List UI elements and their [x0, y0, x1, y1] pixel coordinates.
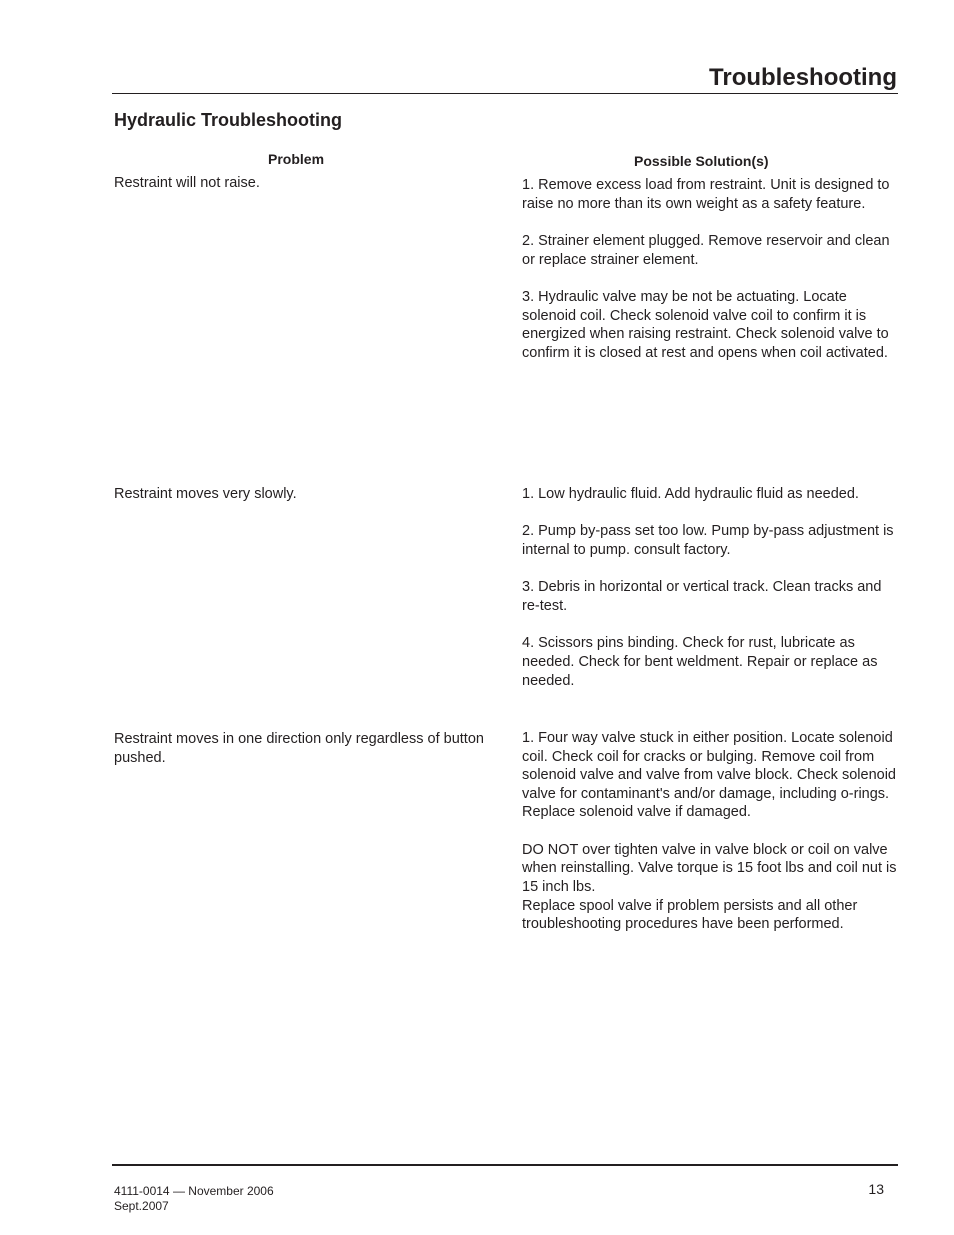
solution-item: 3. Hydraulic valve may be not be actuating. Locate solenoid coil. Check solenoid valve coil to confirm it is energized when raising restraint. Check solenoid valve to confirm it is closed at rest and opens when coil activated.	[522, 288, 889, 361]
solution-list	[522, 485, 900, 690]
footer-rule	[112, 1164, 898, 1166]
solution-item: 4. Scissors pins binding. Check for rust, lubricate as needed. Check for bent weldment. Repair or replace as needed.	[522, 635, 878, 689]
doc-number: 4111-0014 — November 2006	[114, 1184, 274, 1198]
column-header-solution: Possible Solution(s)	[634, 153, 769, 169]
page-title: Troubleshooting	[709, 64, 897, 91]
solution-item: Replace spool valve if problem persists and all other troubleshooting procedures have been performed.	[522, 897, 858, 933]
revision-date: Sept.2007	[114, 1199, 169, 1213]
column-header-problem: Problem	[268, 151, 325, 167]
problem-text: Restraint will not raise.	[114, 175, 260, 191]
solution-item: 2. Strainer element plugged. Remove reservoir and clean or replace strainer element.	[522, 232, 890, 268]
solution-item: 1. Low hydraulic fluid. Add hydraulic fluid as needed.	[522, 486, 859, 502]
solution-item: 1. Four way valve stuck in either position. Locate solenoid coil. Check coil for cracks or bulging. Remove coil from solenoid valve and valve from valve block. Check solenoid valve for contaminant's and/or damage, including o-rings. Replace solenoid valve if damaged.	[522, 730, 896, 821]
problem-text: Restraint moves in one direction only regardless of button pushed.	[114, 731, 484, 766]
solution-list	[522, 176, 900, 362]
header-rule	[112, 93, 898, 94]
solution-list	[522, 729, 900, 934]
problem-text: Restraint moves very slowly.	[114, 486, 297, 502]
solution-item: 3. Debris in horizontal or vertical track. Clean tracks and re-test.	[522, 579, 882, 614]
solution-item: 1. Remove excess load from restraint. Unit is designed to raise no more than its own weight as a safety feature.	[522, 177, 890, 212]
section-title: Hydraulic Troubleshooting	[114, 110, 343, 130]
solution-item: DO NOT over tighten valve in valve block or coil on valve when reinstalling. Valve torque is 15 foot lbs and coil nut is 15 inch lbs.	[522, 841, 897, 895]
solution-item: 2. Pump by-pass set too low. Pump by-pass adjustment is internal to pump. consult factory.	[522, 523, 894, 558]
footer-doc-info	[114, 1184, 274, 1214]
page-number: 13	[868, 1181, 884, 1197]
